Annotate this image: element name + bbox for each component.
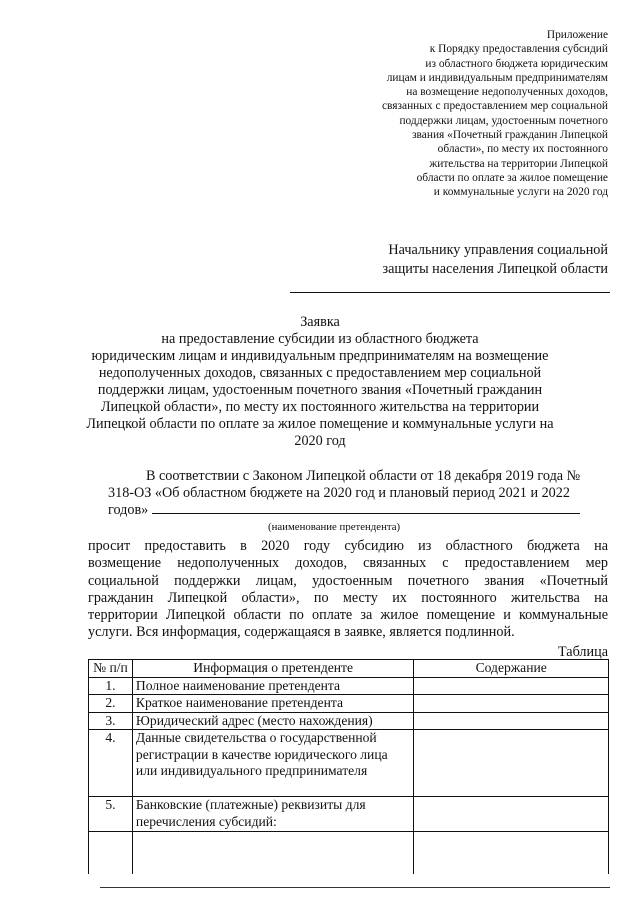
appendix-line: лицам и индивидуальным предпринимателям — [386, 71, 608, 84]
table-row-continuation — [89, 832, 609, 875]
request-paragraph — [88, 538, 608, 642]
intro-line-1: В соответствии с Законом Липецкой области от 18 декабря 2019 года № — [146, 468, 581, 484]
applicant-caption: (наименование претендента) — [268, 521, 401, 533]
row-content-empty[interactable] — [414, 832, 609, 875]
row-content[interactable] — [414, 695, 609, 713]
row-info: Банковские (платежные) реквизиты для перечисления субсидий: — [132, 797, 413, 832]
request-last-line: услуги. Вся информация, содержащаяся в заявке, является подлинной. — [88, 624, 515, 641]
applicant-info-table — [88, 659, 609, 874]
appendix-line: Приложение — [546, 29, 608, 41]
title-heading: Заявка — [300, 314, 340, 330]
row-info: Полное наименование претендента — [132, 677, 413, 695]
header-content: Содержание — [414, 660, 609, 678]
addressee-line-2: защиты населения Липецкой области — [382, 261, 608, 277]
applicant-name-field[interactable] — [152, 503, 580, 514]
table-row — [89, 677, 609, 695]
row-content[interactable] — [414, 730, 609, 797]
table-row — [89, 797, 609, 832]
row-info: Краткое наименование претендента — [132, 695, 413, 713]
intro-line-2: 318-ОЗ «Об областном бюджете на 2020 год и плановый период 2021 и 2022 — [108, 485, 570, 501]
appendix-line: жительства на территории Липецкой — [429, 157, 608, 170]
appendix-line: связанных с предоставлением мер социальной — [381, 100, 608, 113]
row-number: 5. — [89, 797, 133, 832]
appendix-line: звания «Почетный гражданин Липецкой — [412, 129, 608, 142]
title-line: на предоставление субсидии из областного бюджета — [161, 331, 479, 347]
page-bottom-edge — [100, 887, 610, 888]
row-number-empty — [89, 832, 133, 875]
header-info: Информация о претенденте — [132, 660, 413, 678]
appendix-line: из областного бюджета юридическим — [425, 57, 608, 70]
appendix-line: на возмещение недополученных доходов, — [406, 86, 608, 99]
row-content[interactable] — [414, 797, 609, 832]
header-number: № п/п — [89, 660, 133, 678]
row-number: 2. — [89, 695, 133, 713]
table-header-row — [89, 660, 609, 678]
title-line: недополученных доходов, связанных с предоставлением мер социальной — [98, 365, 542, 381]
title-line: 2020 год — [294, 433, 346, 449]
title-line: поддержки лицам, удостоенным почетного звания «Почетный гражданин — [97, 382, 543, 398]
intro-paragraph — [108, 468, 616, 519]
appendix-line: области», по месту их постоянного — [437, 143, 608, 156]
intro-years-text: годов» — [108, 502, 149, 518]
title-line: юридическим лицам и индивидуальным предпринимателям на возмещение — [91, 348, 549, 364]
addressee-block — [308, 241, 608, 279]
row-content[interactable] — [414, 677, 609, 695]
addressee-signature-line — [290, 292, 610, 293]
request-line: возмещение недополученных доходов, связанных с предоставлением мер — [88, 555, 608, 572]
row-number: 3. — [89, 712, 133, 730]
table-row — [89, 695, 609, 713]
title-line: Липецкой области», по месту их постоянного жительства на территории — [100, 399, 540, 415]
request-line: территории Липецкой области по оплате за жилое помещение и коммунальные — [88, 607, 608, 624]
appendix-line: поддержки лицам, удостоенным почетного — [399, 114, 608, 127]
appendix-line: к Порядку предоставления субсидий — [429, 43, 608, 56]
appendix-line: и коммунальные услуги на 2020 год — [433, 186, 608, 199]
table-label: Таблица — [557, 644, 608, 660]
intro-line-3 — [108, 502, 616, 519]
row-number: 4. — [89, 730, 133, 797]
title-line: Липецкой области по оплате за жилое помещение и коммунальные услуги на — [86, 416, 554, 432]
row-info: Данные свидетельства о государственной регистрации в качестве юридического лица или индивидуального предпринимателя — [132, 730, 413, 797]
request-line: социальной поддержки лицам, удостоенным почетного звания «Почетный — [88, 572, 608, 589]
row-content[interactable] — [414, 712, 609, 730]
addressee-line-1: Начальнику управления социальной — [388, 242, 608, 258]
request-line: гражданин Липецкой области», по месту их постоянного жительства на — [88, 589, 608, 606]
request-line: просит предоставить в 2020 году субсидию из областного бюджета на — [88, 538, 608, 554]
appendix-line: области по оплате за жилое помещение — [416, 171, 608, 184]
row-info: Юридический адрес (место нахождения) — [132, 712, 413, 730]
row-number: 1. — [89, 677, 133, 695]
table-row — [89, 712, 609, 730]
appendix-block — [308, 28, 608, 200]
row-info-empty — [132, 832, 413, 875]
document-title — [60, 314, 580, 450]
table-row — [89, 730, 609, 797]
